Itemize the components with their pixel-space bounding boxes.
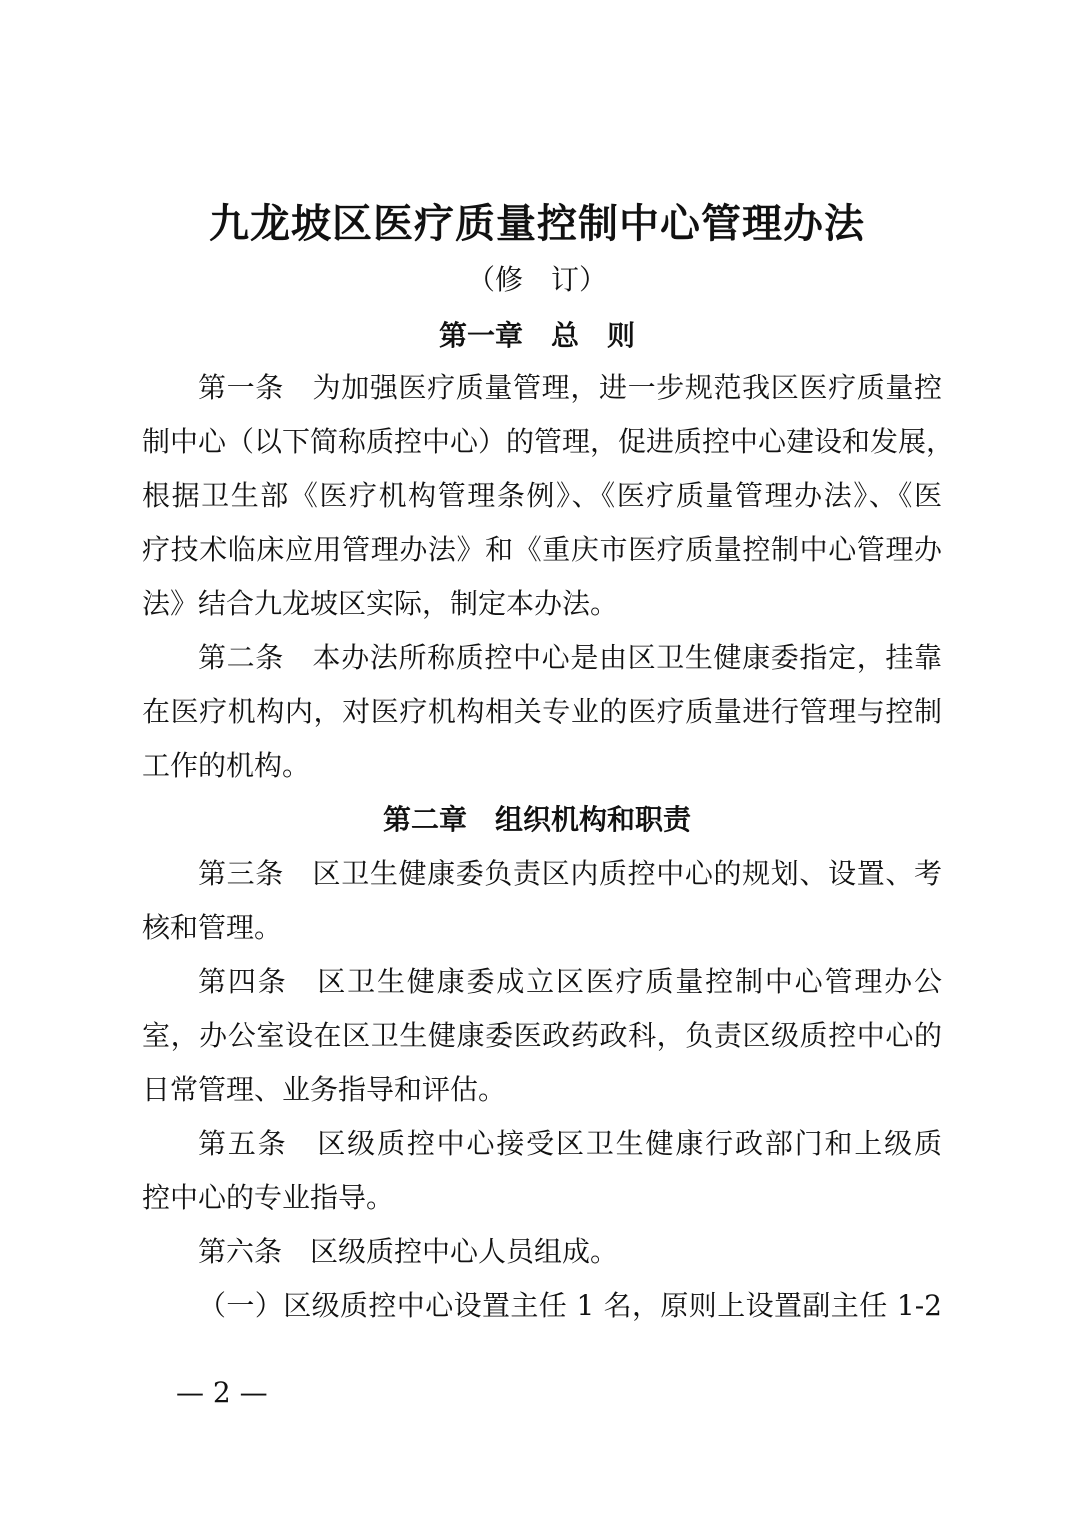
paragraph-line: 第二条 本办法所称质控中心是由区卫生健康委指定，挂靠: [198, 641, 942, 674]
paragraph-line: 根据卫生部《医疗机构管理条例》、《医疗质量管理办法》、《医: [142, 479, 942, 512]
paragraph-line: 第五条 区级质控中心接受区卫生健康行政部门和上级质: [198, 1127, 942, 1160]
paragraph-line: 室，办公室设在区卫生健康委医政药政科，负责区级质控中心的: [142, 1019, 942, 1052]
paragraph-line: 制中心（以下简称质控中心）的管理，促进质控中心建设和发展，: [142, 425, 955, 458]
paragraph-line: 控中心的专业指导。: [142, 1181, 395, 1214]
paragraph-line: 法》结合九龙坡区实际，制定本办法。: [142, 587, 619, 620]
paragraph-line: （一）区级质控中心设置主任 1 名，原则上设置副主任 1-2: [198, 1289, 942, 1322]
paragraph-line: 疗技术临床应用管理办法》和《重庆市医疗质量控制中心管理办: [142, 533, 942, 566]
chapter-heading: 第一章 总 则: [438, 319, 635, 352]
paragraph-line: 第一条 为加强医疗质量管理，进一步规范我区医疗质量控: [198, 371, 942, 404]
paragraph-line: 在医疗机构内，对医疗机构相关专业的医疗质量进行管理与控制: [142, 695, 942, 728]
document-title: 九龙坡区医疗质量控制中心管理办法: [209, 200, 865, 247]
paragraph-line: 核和管理。: [142, 911, 283, 944]
paragraph-line: 日常管理、业务指导和评估。: [142, 1073, 507, 1106]
paragraph-line: 第四条 区卫生健康委成立区医疗质量控制中心管理办公: [198, 965, 942, 998]
chapter-heading: 第二章 组织机构和职责: [382, 803, 691, 836]
page-number: — 2 —: [176, 1376, 268, 1409]
document-subtitle: （修 订）: [466, 263, 607, 296]
paragraph-line: 工作的机构。: [142, 749, 311, 782]
paragraph-line: 第六条 区级质控中心人员组成。: [198, 1235, 619, 1268]
paragraph-line: 第三条 区卫生健康委负责区内质控中心的规划、设置、考: [198, 857, 942, 890]
